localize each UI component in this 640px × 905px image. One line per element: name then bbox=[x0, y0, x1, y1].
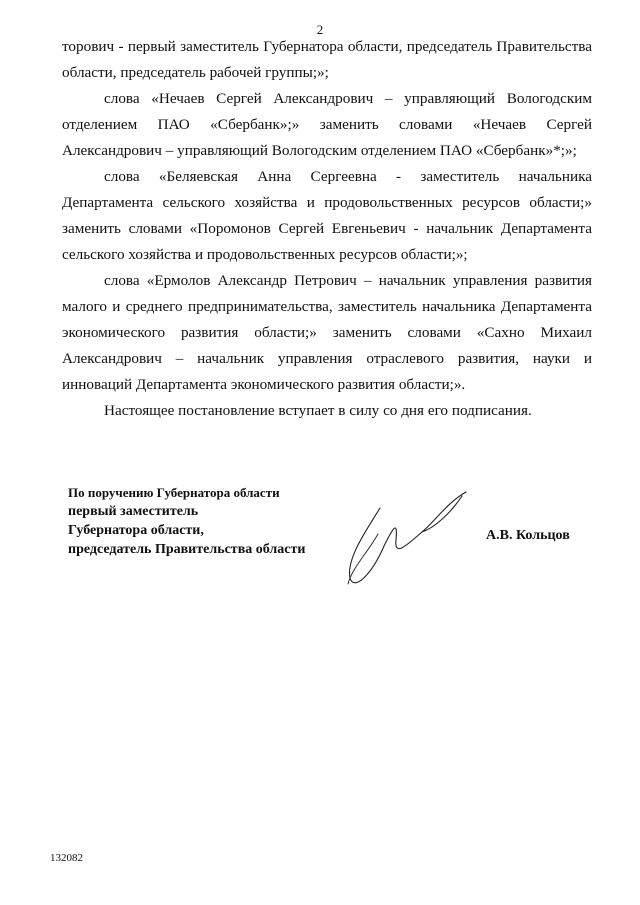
signatory-line-3: Губернатора области, bbox=[68, 523, 204, 538]
signatory-title bbox=[68, 483, 305, 559]
paragraph-continuation: торович - первый заместитель Губернатора области, председатель Правительства области, председатель рабочей группы;»; bbox=[62, 38, 592, 81]
signatory-line-4: председатель Правительства области bbox=[68, 542, 306, 557]
page-number: 2 bbox=[316, 22, 324, 37]
signatory-name: А.В. Кольцов bbox=[486, 528, 570, 543]
paragraph-belyaevskaya: слова «Беляевская Анна Сергеевна - заместитель начальника Департамента сельского хозяйства и продовольственных ресурсов области;» заменить словами «Поромонов Сергей Евгеньевич - начальник Департамента сельского хозяйства и продовольственных ресурсов области;»; bbox=[62, 168, 592, 263]
signatory-line-1: По поручению Губернатора области bbox=[68, 485, 280, 500]
document-code: 132082 bbox=[50, 852, 83, 864]
handwritten-signature bbox=[338, 488, 468, 598]
paragraph-ermolov: слова «Ермолов Александр Петрович – начальник управления развития малого и среднего предпринимательства, заместитель начальника Департамента экономического развития области;» заменить словами «Сахно Михаил Александрович – начальник управления отраслевого развития, науки и инноваций Департамента экономического развития области;». bbox=[62, 272, 592, 393]
paragraph-nechaev: слова «Нечаев Сергей Александрович – управляющий Вологодским отделением ПАО «Сбербанк»;» заменить словами «Нечаев Сергей Александрович – управляющий Вологодским отделением ПАО «Сбербанк»*;»; bbox=[62, 90, 592, 159]
paragraph-effective-date: Настоящее постановление вступает в силу со дня его подписания. bbox=[104, 402, 532, 419]
signatory-line-2: первый заместитель bbox=[68, 504, 199, 519]
document-body bbox=[62, 34, 592, 424]
